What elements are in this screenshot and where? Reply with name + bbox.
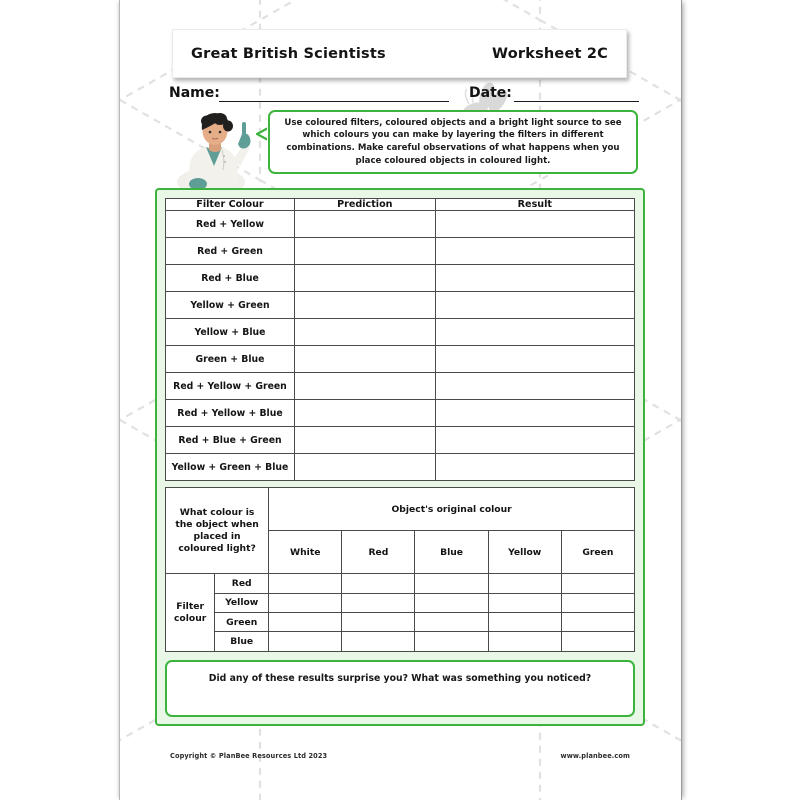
- table-row: [166, 632, 635, 652]
- table-header-row: [166, 199, 635, 211]
- page-title: Great British Scientists: [191, 45, 386, 62]
- answer-cell[interactable]: [415, 593, 488, 612]
- result-cell[interactable]: [435, 454, 634, 481]
- table-row: [166, 427, 635, 454]
- col-header-yellow: Yellow: [488, 531, 561, 574]
- prediction-cell[interactable]: [294, 454, 435, 481]
- table-row: [166, 593, 635, 612]
- name-date-row: [169, 84, 639, 106]
- row-label: Green + Blue: [166, 346, 295, 373]
- prediction-cell[interactable]: [294, 238, 435, 265]
- date-input-line[interactable]: [514, 101, 639, 102]
- answer-cell[interactable]: [415, 613, 488, 632]
- answer-cell[interactable]: [488, 613, 561, 632]
- row-label: Red + Yellow + Green: [166, 373, 295, 400]
- table-row: [166, 211, 635, 238]
- date-label: Date:: [469, 85, 512, 101]
- answer-cell[interactable]: [415, 574, 488, 593]
- answer-cell[interactable]: [561, 593, 634, 612]
- answer-cell[interactable]: [269, 632, 342, 652]
- reflection-question: Did any of these results surprise you? What was something you noticed?: [208, 673, 592, 684]
- col-header-blue: Blue: [415, 531, 488, 574]
- answer-cell[interactable]: [342, 632, 415, 652]
- row-label: Yellow + Green: [166, 292, 295, 319]
- name-label: Name:: [169, 85, 220, 101]
- prediction-cell[interactable]: [294, 319, 435, 346]
- result-cell[interactable]: [435, 373, 634, 400]
- col-header-red: Red: [342, 531, 415, 574]
- answer-cell[interactable]: [488, 574, 561, 593]
- row-label: Red + Blue: [166, 265, 295, 292]
- side-label: Filter colour: [166, 574, 215, 652]
- col-header-green: Green: [561, 531, 634, 574]
- answer-cell[interactable]: [561, 632, 634, 652]
- scientist-illustration: [164, 104, 260, 189]
- prediction-cell[interactable]: [294, 427, 435, 454]
- instruction-bubble: [268, 110, 638, 174]
- row-label: Red + Yellow + Blue: [166, 400, 295, 427]
- row-label: Yellow + Blue: [166, 319, 295, 346]
- prediction-cell[interactable]: [294, 211, 435, 238]
- col-header-prediction: Prediction: [294, 199, 435, 211]
- result-cell[interactable]: [435, 346, 634, 373]
- name-input-line[interactable]: [219, 101, 449, 102]
- result-cell[interactable]: [435, 400, 634, 427]
- group-header: Object's original colour: [269, 488, 635, 531]
- result-cell[interactable]: [435, 319, 634, 346]
- reflection-answer-box[interactable]: [165, 660, 635, 717]
- prediction-cell[interactable]: [294, 292, 435, 319]
- col-header-filter-colour: Filter Colour: [166, 199, 295, 211]
- corner-label: What colour is the object when placed in coloured light?: [166, 488, 269, 574]
- row-label: Red: [215, 574, 269, 593]
- result-cell[interactable]: [435, 292, 634, 319]
- title-plate: [172, 29, 627, 78]
- row-label: Blue: [215, 632, 269, 652]
- worksheet-label: Worksheet 2C: [492, 45, 608, 62]
- answer-cell[interactable]: [488, 632, 561, 652]
- prediction-cell[interactable]: [294, 400, 435, 427]
- table-row: [166, 238, 635, 265]
- result-cell[interactable]: [435, 265, 634, 292]
- filter-colour-table: [165, 198, 635, 481]
- answer-cell[interactable]: [269, 574, 342, 593]
- prediction-cell[interactable]: [294, 265, 435, 292]
- row-label: Green: [215, 613, 269, 632]
- instruction-text: Use coloured filters, coloured objects and a bright light source to see which colours you can make by layering the filters in different combinations. Make careful observations of what happens when you place coloured objects in coloured light.: [284, 117, 622, 166]
- row-label: Red + Yellow: [166, 211, 295, 238]
- row-label: Yellow: [215, 593, 269, 612]
- page-footer: [170, 749, 630, 763]
- answer-cell[interactable]: [269, 613, 342, 632]
- website-link[interactable]: www.planbee.com: [560, 752, 630, 760]
- table-row: [166, 292, 635, 319]
- result-cell[interactable]: [435, 427, 634, 454]
- paper-sheet: [119, 0, 682, 800]
- result-cell[interactable]: [435, 211, 634, 238]
- prediction-cell[interactable]: [294, 373, 435, 400]
- row-label: Yellow + Green + Blue: [166, 454, 295, 481]
- table-row: [166, 373, 635, 400]
- row-label: Red + Blue + Green: [166, 427, 295, 454]
- copyright-text: Copyright © PlanBee Resources Ltd 2023: [170, 752, 328, 760]
- col-header-result: Result: [435, 199, 634, 211]
- answer-cell[interactable]: [342, 593, 415, 612]
- answer-cell[interactable]: [561, 574, 634, 593]
- answer-cell[interactable]: [561, 613, 634, 632]
- table-row: [166, 613, 635, 632]
- table-row: [166, 319, 635, 346]
- table-row: [166, 574, 635, 593]
- answer-cell[interactable]: [415, 632, 488, 652]
- prediction-cell[interactable]: [294, 346, 435, 373]
- table-row: [166, 454, 635, 481]
- answer-cell[interactable]: [342, 574, 415, 593]
- table-row: [166, 265, 635, 292]
- row-label: Red + Green: [166, 238, 295, 265]
- answer-cell[interactable]: [269, 593, 342, 612]
- answer-cell[interactable]: [342, 613, 415, 632]
- col-header-white: White: [269, 531, 342, 574]
- table-row: [166, 346, 635, 373]
- table-row: [166, 400, 635, 427]
- table-header-row: [166, 488, 635, 531]
- result-cell[interactable]: [435, 238, 634, 265]
- answer-cell[interactable]: [488, 593, 561, 612]
- object-colour-table: [165, 487, 635, 652]
